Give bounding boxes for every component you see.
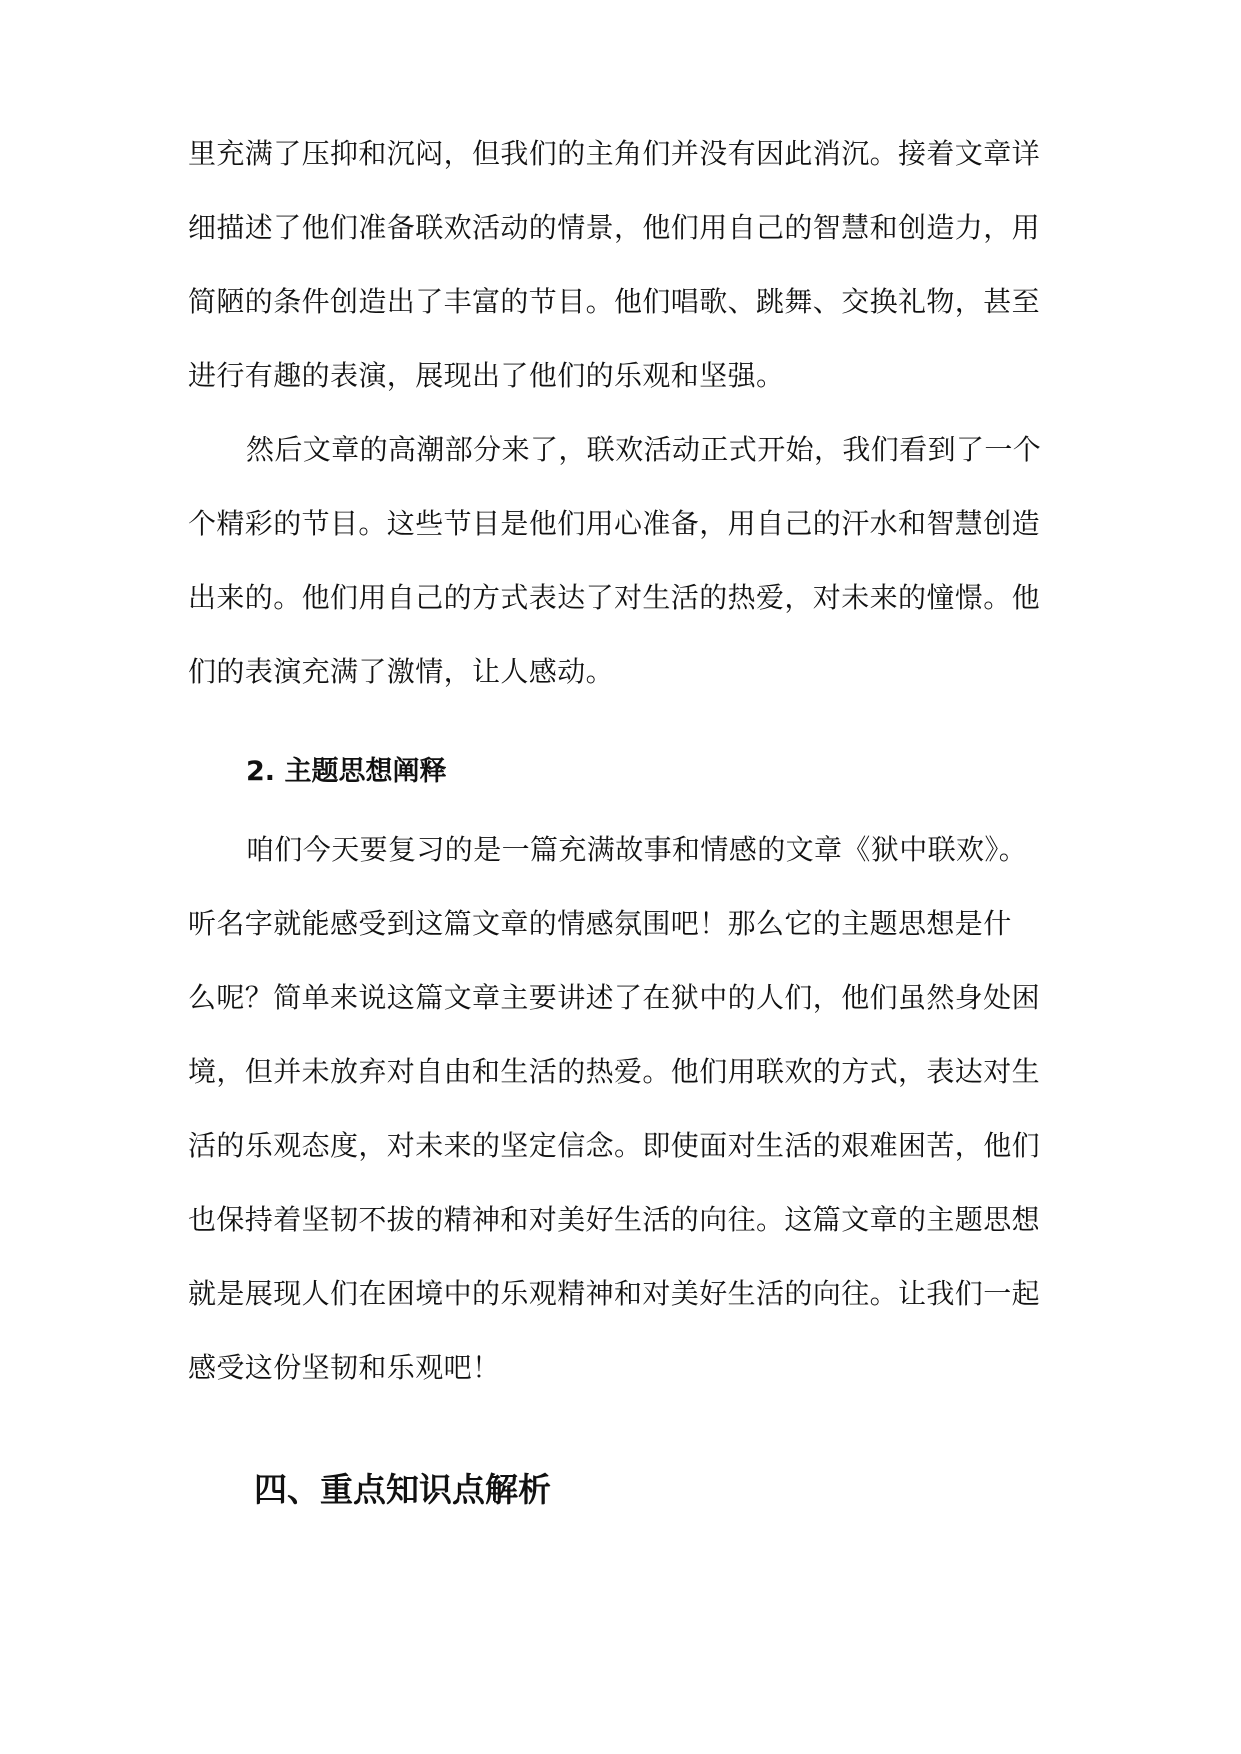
paragraph-line: 境，但并未放弃对自由和生活的热爱。他们用联欢的方式，表达对生 [188, 1055, 1041, 1088]
paragraph-line: 活的乐观态度，对未来的坚定信念。即使面对生活的艰难困苦，他们 [188, 1129, 1041, 1162]
paragraph-line: 听名字就能感受到这篇文章的情感氛围吧！那么它的主题思想是什 [188, 907, 1012, 940]
paragraph-line: 简陋的条件创造出了丰富的节目。他们唱歌、跳舞、交换礼物，甚至 [188, 285, 1041, 318]
paragraph-line: 感受这份坚韧和乐观吧！ [188, 1351, 501, 1384]
paragraph-line: 出来的。他们用自己的方式表达了对生活的热爱，对未来的憧憬。他 [188, 581, 1041, 614]
paragraph-line: 细描述了他们准备联欢活动的情景，他们用自己的智慧和创造力，用 [188, 211, 1041, 244]
paragraph-line: 咱们今天要复习的是一篇充满故事和情感的文章《狱中联欢》。 [246, 833, 1028, 866]
paragraph-line: 个精彩的节目。这些节目是他们用心准备，用自己的汗水和智慧创造 [188, 507, 1041, 540]
paragraph-line: 也保持着坚韧不拔的精神和对美好生活的向往。这篇文章的主题思想 [188, 1203, 1041, 1236]
paragraph-line: 么呢？简单来说这篇文章主要讲述了在狱中的人们，他们虽然身处困 [188, 981, 1041, 1014]
paragraph-line: 们的表演充满了激情，让人感动。 [188, 655, 615, 688]
paragraph-line: 进行有趣的表演，展现出了他们的乐观和坚强。 [188, 359, 785, 392]
section-heading: 2. 主题思想阐释 [246, 756, 447, 787]
paragraph-line: 就是展现人们在困境中的乐观精神和对美好生活的向往。让我们一起 [188, 1277, 1041, 1310]
main-heading: 四、重点知识点解析 [254, 1470, 551, 1509]
paragraph-line: 里充满了压抑和沉闷，但我们的主角们并没有因此消沉。接着文章详 [188, 137, 1041, 170]
paragraph-line: 然后文章的高潮部分来了，联欢活动正式开始，我们看到了一个 [246, 433, 1042, 466]
